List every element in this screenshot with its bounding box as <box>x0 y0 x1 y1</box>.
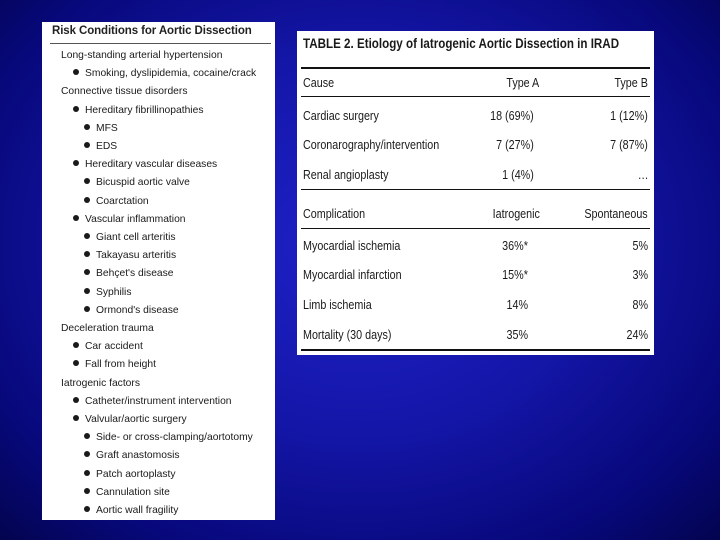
list-item <box>73 212 186 228</box>
list-item-label: Vascular inflammation <box>85 213 186 225</box>
bullet-icon <box>84 142 90 148</box>
list-item-label: Valvular/aortic surgery <box>85 414 187 425</box>
complication-row-label: Limb ischemia <box>303 298 372 312</box>
list-item <box>73 412 187 428</box>
complication-row-col2: 3% <box>632 268 648 282</box>
list-item <box>84 430 253 446</box>
bullet-icon <box>73 106 79 112</box>
list-item-label: EDS <box>96 141 118 152</box>
table-top-rule <box>301 67 650 69</box>
list-item-label: Catheter/instrument intervention <box>85 395 232 407</box>
list-item-label: Deceleration trauma <box>61 323 154 334</box>
bullet-icon <box>73 342 79 348</box>
bullet-icon <box>84 233 90 239</box>
cause-row-col1: 7 (27%) <box>496 138 534 152</box>
complication-header-col2: Spontaneous <box>584 207 648 221</box>
list-item-label: MFS <box>96 122 118 134</box>
complication-row-col2: 5% <box>632 239 648 253</box>
list-item <box>84 230 176 246</box>
cause-row-label: Coronarography/intervention <box>303 138 440 152</box>
bullet-icon <box>84 470 90 476</box>
list-item-label: Cannulation site <box>96 486 170 498</box>
complication-row-col1: 15%* <box>502 268 528 282</box>
cause-header-col2: Type B <box>614 76 648 90</box>
complication-row-col2: 8% <box>632 298 648 312</box>
list-item <box>84 285 131 301</box>
cause-row-col2: … <box>637 168 648 182</box>
bullet-icon <box>84 288 90 294</box>
cause-row-label: Renal angioplasty <box>303 168 389 182</box>
list-item-label: Hereditary vascular diseases <box>85 159 218 171</box>
bullet-icon <box>84 488 90 494</box>
list-item <box>84 485 170 501</box>
bullet-icon <box>84 306 90 312</box>
list-item <box>73 157 217 173</box>
bullet-icon <box>84 178 90 184</box>
list-item-label: Behçet's disease <box>96 268 174 280</box>
list-item-label: Aortic wall fragility <box>96 505 179 516</box>
complication-row-label: Myocardial ischemia <box>303 239 401 253</box>
bullet-icon <box>73 160 79 166</box>
complication-row-col1: 14% <box>506 298 528 312</box>
complication-header-col1: Iatrogenic <box>492 207 540 221</box>
list-item-label: Bicuspid aortic valve <box>96 177 190 189</box>
cause-header-col1: Type A <box>506 76 539 90</box>
bullet-icon <box>84 506 90 512</box>
title-divider <box>50 43 271 44</box>
list-item-label: Takayasu arteritis <box>96 250 177 262</box>
list-item-label: Fall from height <box>85 359 156 371</box>
list-item <box>84 467 176 483</box>
bullet-icon <box>73 69 79 75</box>
list-item <box>61 376 140 392</box>
list-item <box>84 194 149 210</box>
table-bottom-rule <box>301 349 650 351</box>
complication-row-label: Mortality (30 days) <box>303 328 392 342</box>
list-item <box>84 266 174 282</box>
risk-conditions-table <box>42 22 275 520</box>
list-item <box>84 248 176 264</box>
list-item-label: Long-standing arterial hypertension <box>61 50 223 61</box>
cause-row-col2: 1 (12%) <box>610 109 648 123</box>
bullet-icon <box>84 269 90 275</box>
bullet-icon <box>84 451 90 457</box>
header-rule <box>301 96 650 97</box>
bullet-icon <box>73 415 79 421</box>
bullet-icon <box>84 124 90 130</box>
etiology-table-title: TABLE 2. Etiology of Iatrogenic Aortic Dissection in IRAD <box>303 36 620 51</box>
list-item <box>73 339 143 355</box>
list-item-label: Hereditary fibrillinopathies <box>85 104 204 116</box>
list-item-label: Graft anastomosis <box>96 450 180 462</box>
complication-row-col2: 24% <box>626 328 648 342</box>
list-item-label: Smoking, dyslipidemia, cocaine/crack <box>85 68 257 80</box>
complication-row-label: Myocardial infarction <box>303 268 402 282</box>
cause-row-col1: 1 (4%) <box>502 168 534 182</box>
cause-row-col1: 18 (69%) <box>490 109 534 123</box>
bullet-icon <box>73 215 79 221</box>
list-item <box>84 139 117 155</box>
list-item-label: Giant cell arteritis <box>96 232 176 243</box>
list-item-label: Patch aortoplasty <box>96 468 176 480</box>
list-item-label: Side- or cross-clamping/aortotomy <box>96 432 253 444</box>
list-item <box>84 121 118 137</box>
list-item <box>84 448 180 464</box>
list-item <box>61 48 222 64</box>
list-item <box>73 66 256 82</box>
list-item-label: Connective tissue disorders <box>61 86 188 98</box>
complication-row-col1: 36%* <box>502 239 528 253</box>
cause-row-col2: 7 (87%) <box>610 138 648 152</box>
etiology-table <box>297 31 654 355</box>
list-item <box>84 503 178 519</box>
list-item <box>73 103 203 119</box>
list-item <box>84 175 190 191</box>
complication-header-rule <box>301 228 650 229</box>
bullet-icon <box>84 197 90 203</box>
list-item <box>61 84 187 100</box>
list-item-label: Iatrogenic factors <box>61 377 140 389</box>
list-item <box>73 394 232 410</box>
section-rule <box>301 189 650 190</box>
bullet-icon <box>84 251 90 257</box>
cause-row-label: Cardiac surgery <box>303 109 379 123</box>
list-item <box>61 321 154 337</box>
list-item <box>73 357 156 373</box>
list-item-label: Car accident <box>85 341 143 353</box>
bullet-icon <box>73 397 79 403</box>
bullet-icon <box>84 433 90 439</box>
complication-header-label: Complication <box>303 207 366 221</box>
list-item-label: Syphilis <box>96 286 132 298</box>
cause-header-label: Cause <box>303 76 335 90</box>
complication-row-col1: 35% <box>506 328 528 342</box>
list-item-label: Ormond's disease <box>96 304 179 316</box>
risk-conditions-title: Risk Conditions for Aortic Dissection <box>52 25 252 37</box>
list-item-label: Coarctation <box>96 195 149 207</box>
list-item <box>84 303 179 319</box>
bullet-icon <box>73 360 79 366</box>
